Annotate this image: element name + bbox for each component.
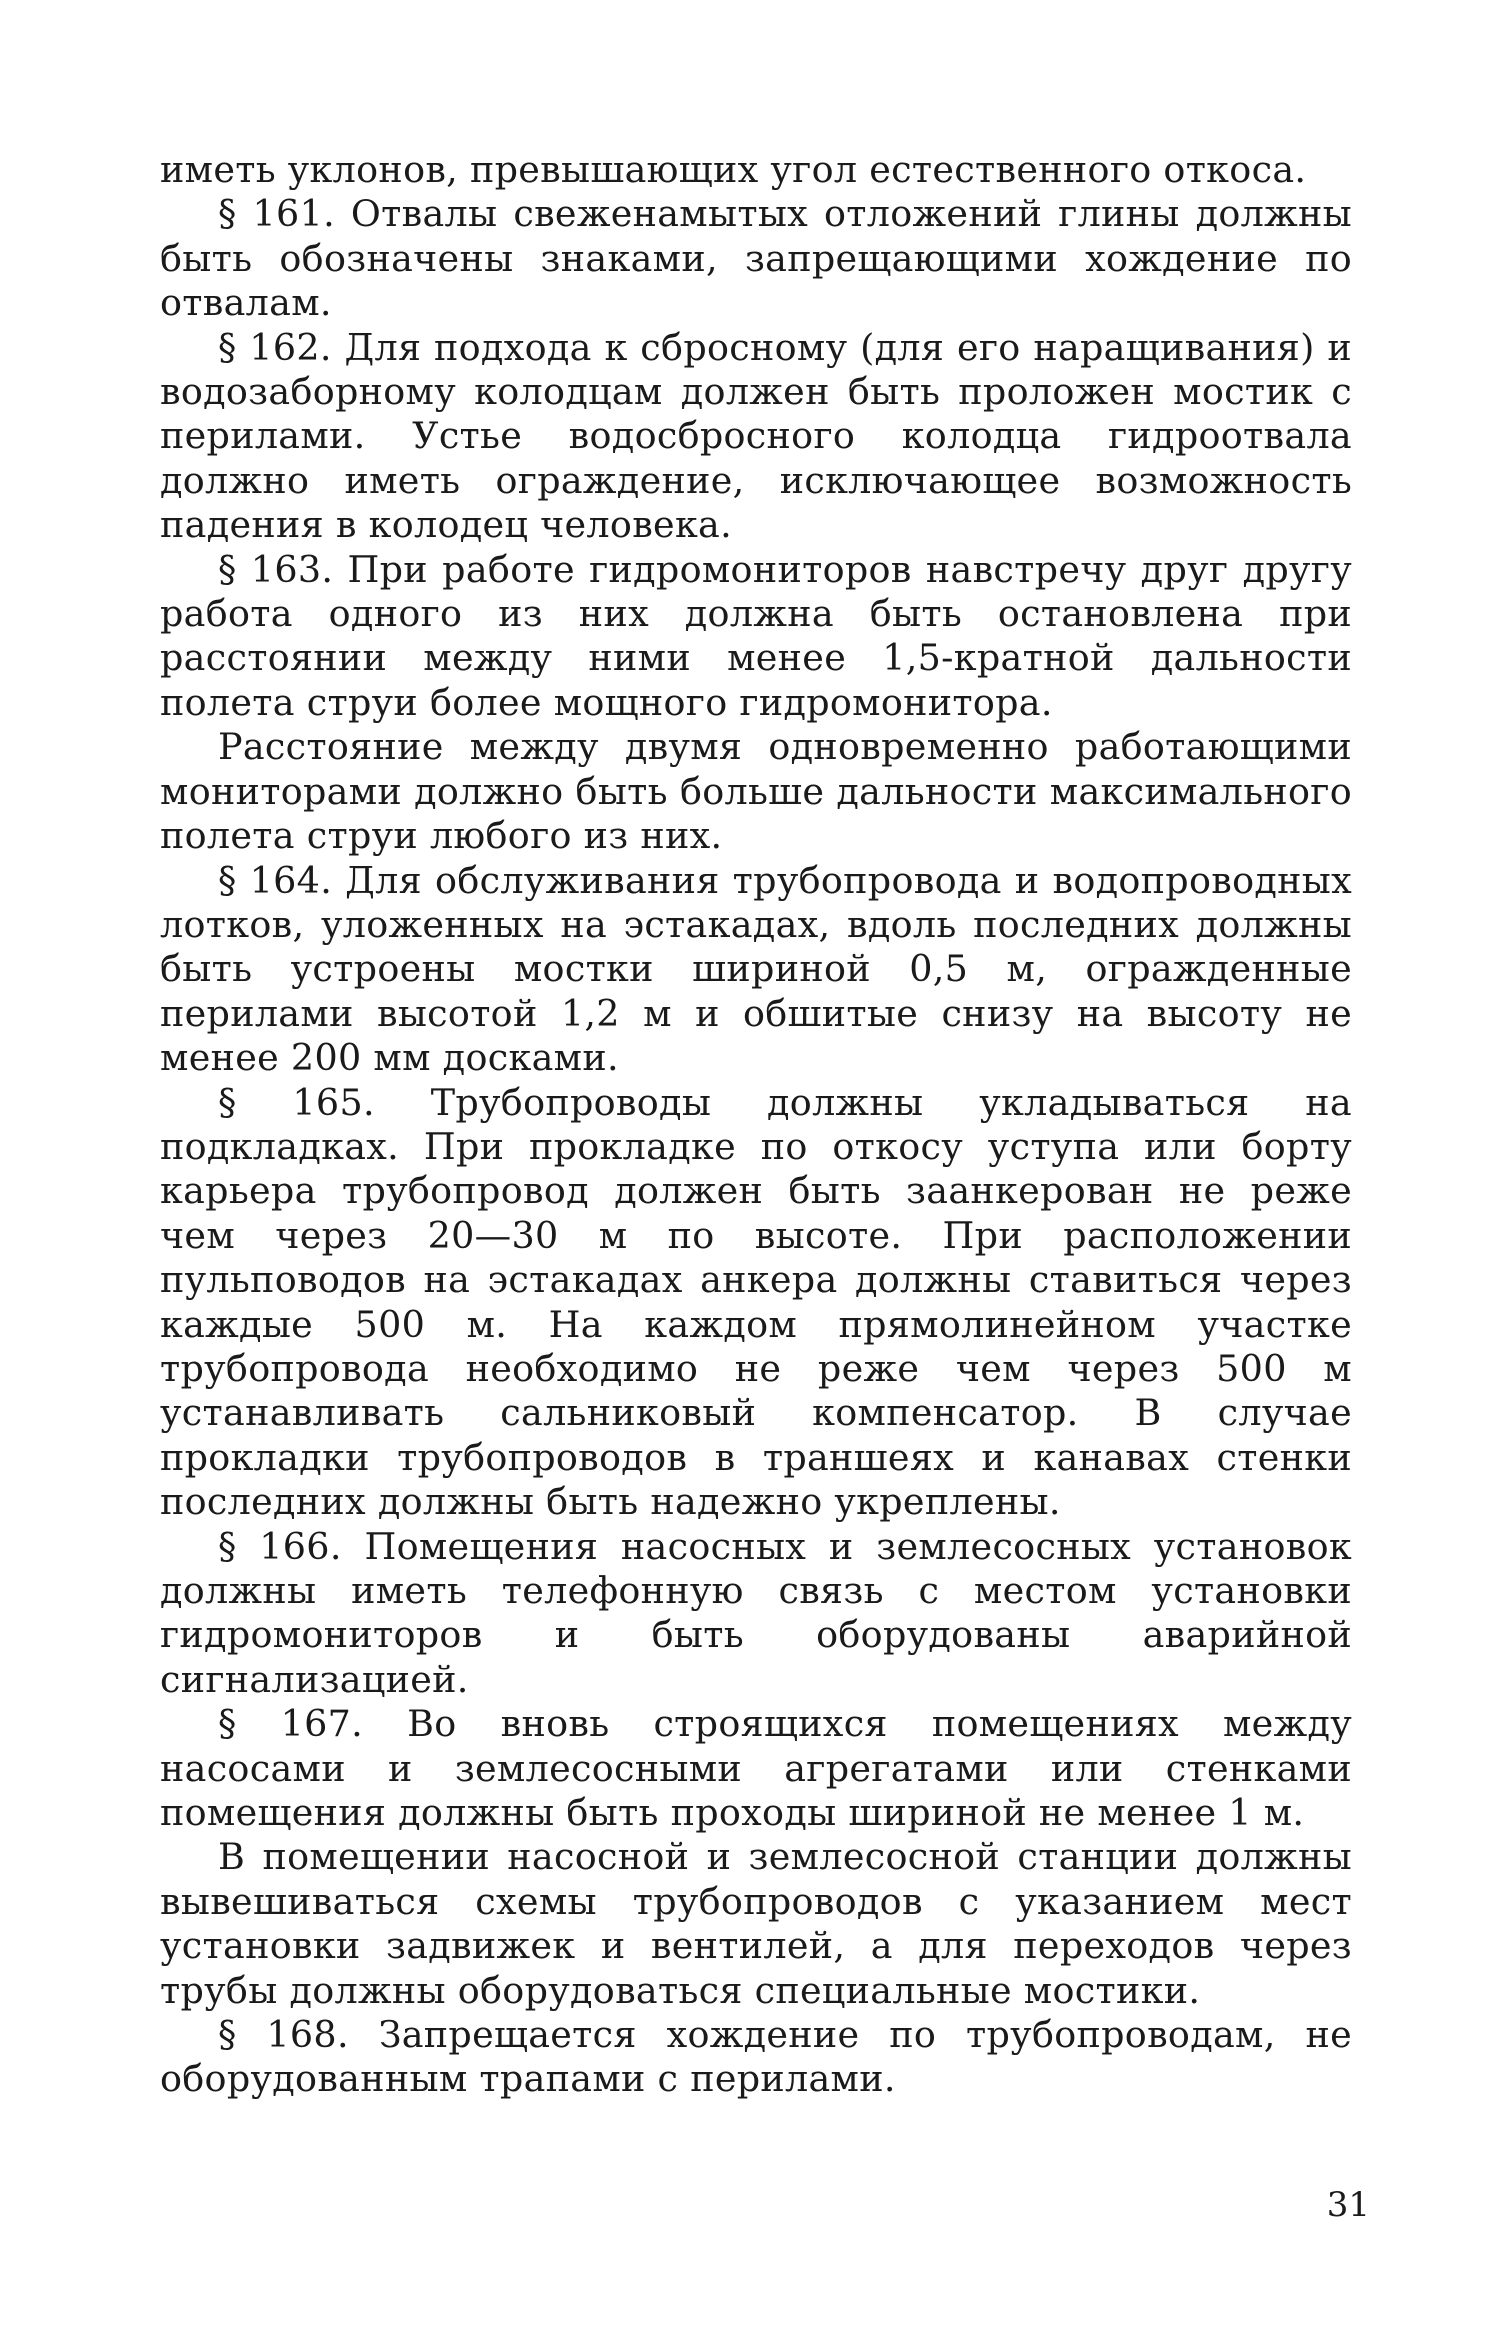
page-number: 31: [1326, 2185, 1370, 2225]
paragraph-section-161: § 161. Отвалы свеженамытых отложений глины должны быть обозначены знаками, запрещающими хождение по отвалам.: [160, 192, 1352, 325]
paragraph-section-168: § 168. Запрещается хождение по трубопроводам, не оборудованным трапами с перилами.: [160, 2013, 1352, 2101]
paragraph-continuation: иметь уклонов, превышающих угол естественного откоса.: [160, 148, 1307, 191]
paragraph-monitor-distance: Расстояние между двумя одновременно работающими мониторами должно быть больше дальности максимального полета струи любого из них.: [160, 725, 1352, 858]
paragraph-section-164: § 164. Для обслуживания трубопровода и водопроводных лотков, уложенных на эстакадах, вдоль последних должны быть устроены мостки шириной 0,5 м, огражденные перилами высотой 1,2 м и обшитые снизу на высоту не менее 200 мм досками.: [160, 858, 1352, 1080]
paragraph-pump-station-schemes: В помещении насосной и землесосной станции должны вывешиваться схемы трубопроводов с указанием мест установки задвижек и вентилей, а для переходов через трубы должны оборудоваться специальные мостики.: [160, 1835, 1352, 2012]
paragraph-section-166: § 166. Помещения насосных и землесосных установок должны иметь телефонную связь с местом установки гидромониторов и быть оборудованы аварийной сигнализацией.: [160, 1524, 1352, 1701]
paragraph-section-162: § 162. Для подхода к сбросному (для его наращивания) и водозаборному колодцам должен быть проложен мостик с перилами. Устье водосбросного колодца гидроотвала должно иметь ограждение, исключающее возможность падения в колодец человека.: [160, 325, 1352, 547]
paragraph-section-165: § 165. Трубопроводы должны укладываться на подкладках. При прокладке по откосу уступа или борту карьера трубопровод должен быть заанкерован не реже чем через 20—30 м по высоте. При расположении пульповодов на эстакадах анкера должны ставиться через каждые 500 м. На каждом прямолинейном участке трубопровода необходимо не реже чем через 500 м устанавливать сальниковый компенсатор. В случае прокладки трубопроводов в траншеях и канавах стенки последних должны быть надежно укреплены.: [160, 1080, 1352, 1524]
paragraph-section-163: § 163. При работе гидромониторов навстречу друг другу работа одного из них должна быть остановлена при расстоянии между ними менее 1,5-кратной дальности полета струи более мощного гидромонитора.: [160, 547, 1352, 724]
paragraph-section-167: § 167. Во вновь строящихся помещениях между насосами и землесосными агрегатами или стенками помещения должны быть проходы шириной не менее 1 м.: [160, 1702, 1352, 1835]
text-column: [160, 148, 1352, 2102]
